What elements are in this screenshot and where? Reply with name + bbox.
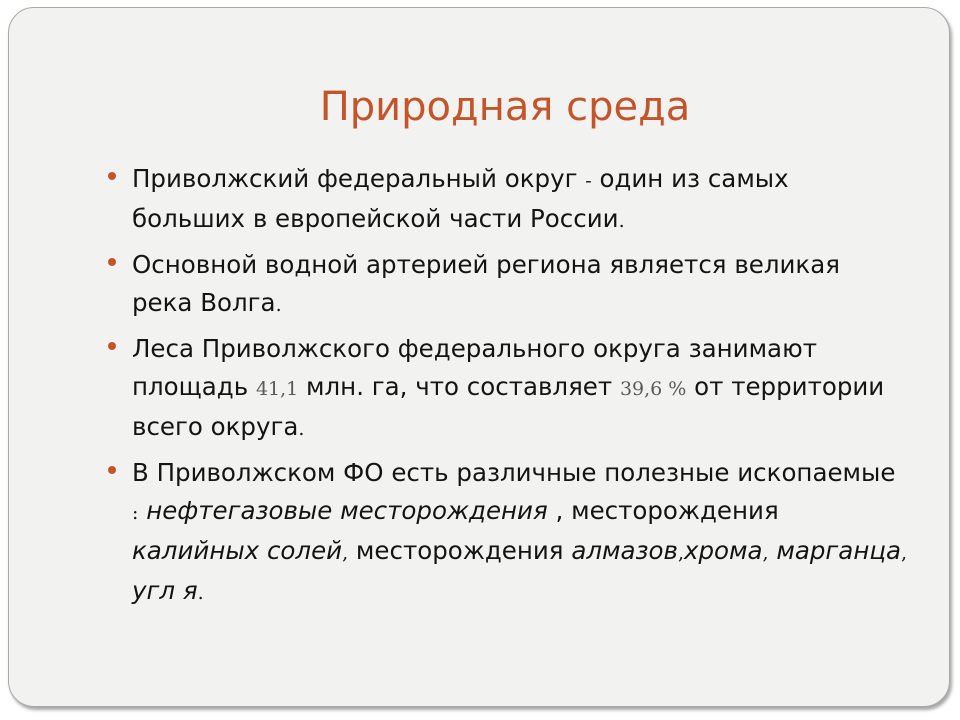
mineral-oil-gas: нефтегазовые месторождения bbox=[138, 496, 548, 525]
bullet-item-1 bbox=[108, 160, 908, 240]
bullet-dot-icon bbox=[108, 342, 116, 350]
period-char: . bbox=[618, 210, 625, 232]
comma-char: , bbox=[901, 542, 908, 564]
mineral-diamonds: алмазов bbox=[571, 536, 678, 565]
bullet-text: Приволжский федеральный округ bbox=[132, 164, 586, 193]
mineral-potash: калийных солей bbox=[132, 536, 343, 565]
comma-char: , bbox=[342, 542, 349, 564]
bullet-text: Основной водной артерией региона является великая река Волга bbox=[132, 250, 840, 317]
bullet-text: месторождения bbox=[348, 536, 572, 565]
bullet-text: от территории всего округа bbox=[132, 372, 885, 441]
period-char: . bbox=[197, 582, 204, 604]
forest-area-value: 41,1 bbox=[255, 378, 299, 400]
mineral-chrome: хрома bbox=[684, 536, 763, 565]
mineral-manganese: марганца bbox=[768, 536, 902, 565]
bullet-list bbox=[108, 160, 908, 618]
bullet-dot-icon bbox=[108, 466, 116, 474]
comma-char: , bbox=[547, 496, 564, 525]
bullet-text: один из самых больших в европейской части России bbox=[132, 164, 789, 233]
comma-char: , bbox=[677, 542, 684, 564]
bullet-item-4 bbox=[108, 454, 908, 612]
slide-title: Природная среда bbox=[319, 84, 691, 130]
bullet-item-2 bbox=[108, 246, 908, 324]
period-char: . bbox=[275, 294, 282, 316]
comma-char: , bbox=[762, 542, 769, 564]
bullet-text: млн. га, что составляет bbox=[298, 372, 620, 401]
bullet-text: В Приволжском ФО есть различные полезные ископаемые bbox=[132, 458, 896, 487]
bullet-dot-icon bbox=[108, 172, 116, 180]
bullet-item-3 bbox=[108, 330, 908, 448]
bullet-text: месторождения bbox=[563, 496, 779, 525]
bullet-dot-icon bbox=[108, 258, 116, 266]
mineral-coal: угл я bbox=[132, 576, 198, 605]
period-char: . bbox=[298, 418, 305, 440]
dash-char: - bbox=[585, 170, 592, 192]
forest-percent-value: 39,6 % bbox=[619, 378, 687, 400]
colon-char: : bbox=[132, 502, 139, 524]
bullet-text: Леса Приволжского федерального округа занимают площадь bbox=[132, 334, 817, 401]
